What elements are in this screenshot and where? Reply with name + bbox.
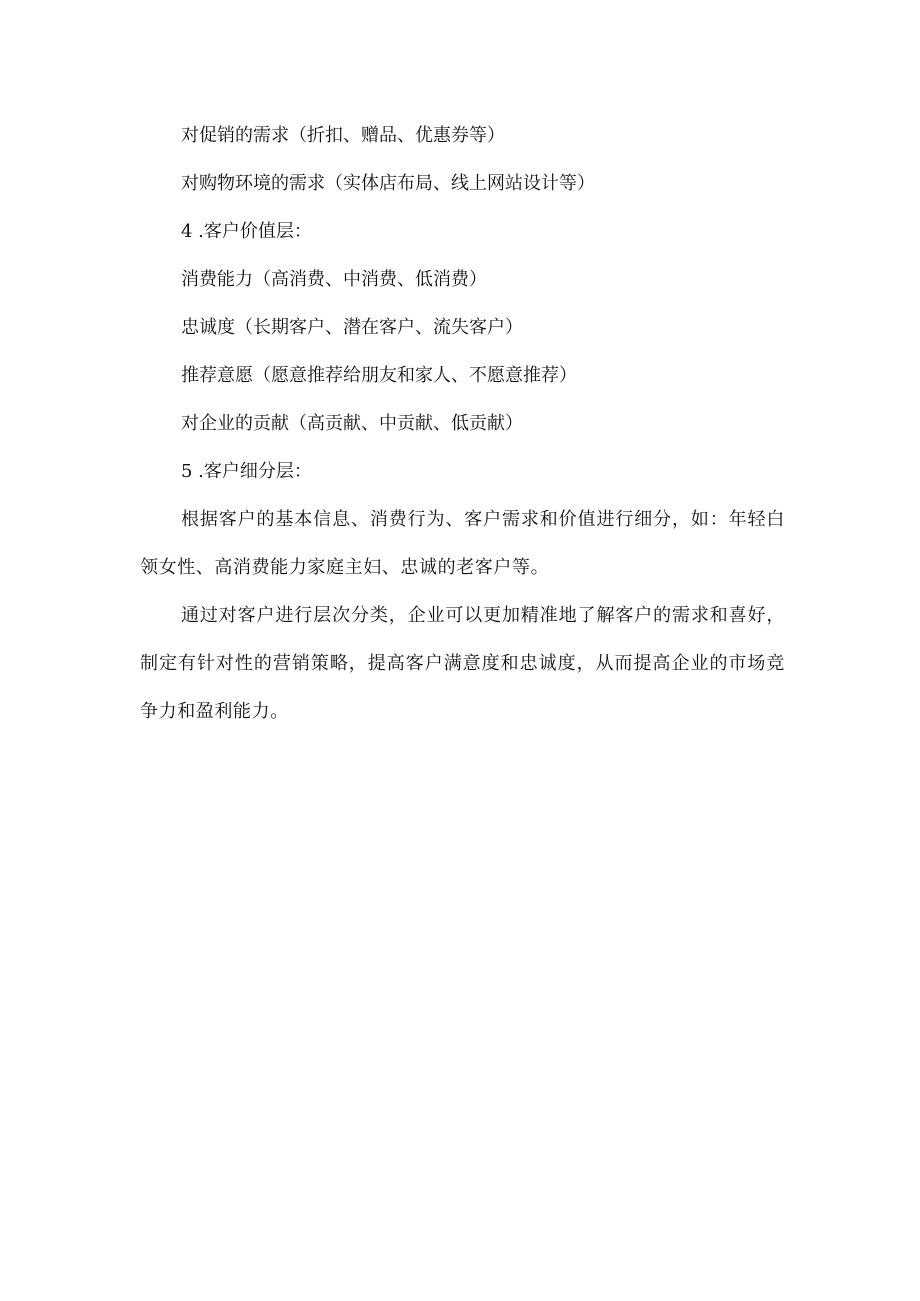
section-heading-customer-segmentation: 5 .客户细分层： [181, 461, 312, 482]
paragraph-segmentation-description: 根据客户的基本信息、消费行为、客户需求和价值进行细分，如：年轻白领女性、高消费能力家庭主妇、忠诚的老客户等。 [140, 509, 785, 578]
section-heading-customer-value: 4 .客户价值层： [181, 221, 312, 242]
list-item-contribution: 对企业的贡献（高贡献、中贡献、低贡献） [181, 413, 523, 434]
paragraph-conclusion: 通过对客户进行层次分类，企业可以更加精准地了解客户的需求和喜好，制定有针对性的营销策略，提高客户满意度和忠诚度，从而提高企业的市场竞争力和盈利能力。 [140, 605, 785, 722]
list-item-shopping-environment-needs: 对购物环境的需求（实体店布局、线上网站设计等） [181, 173, 595, 194]
document-body [140, 112, 785, 736]
list-item-referral-willingness: 推荐意愿（愿意推荐给朋友和家人、不愿意推荐） [181, 365, 577, 386]
list-item-promotion-needs: 对促销的需求（折扣、赠品、优惠券等） [181, 125, 505, 146]
list-item-spending-power: 消费能力（高消费、中消费、低消费） [181, 269, 487, 290]
list-item-loyalty: 忠诚度（长期客户、潜在客户、流失客户） [181, 317, 523, 338]
